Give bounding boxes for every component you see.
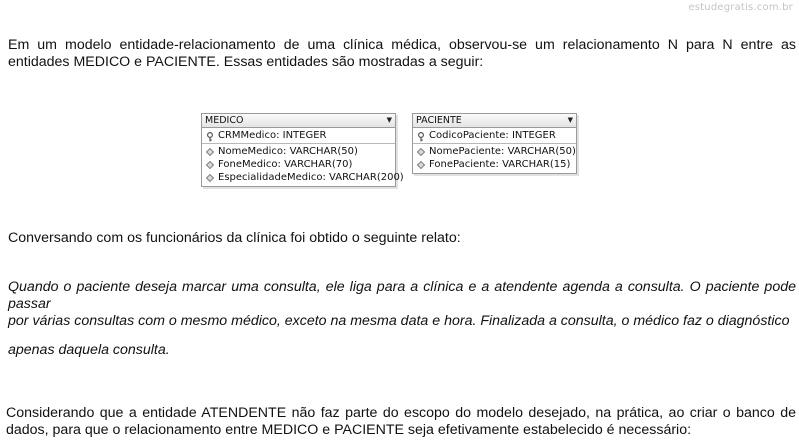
entity-field-label: FonePaciente: VARCHAR(15) — [429, 159, 571, 170]
entity-field — [202, 158, 395, 171]
question-paragraph: Considerando que a entidade ATENDENTE não faz parte do escopo do modelo desejado, na prática, ao criar o banco de dados, para que o relacionamento entre MEDICO e PACIENTE seja efetivamente estabelecido é necessário: — [6, 405, 796, 438]
entity-field-label: NomePaciente: VARCHAR(50) — [429, 146, 576, 157]
diamond-icon — [206, 174, 214, 182]
entity-field — [413, 145, 576, 158]
diamond-icon — [206, 148, 214, 156]
entity-paciente — [412, 113, 577, 174]
entity-field-label: CRMMedico: INTEGER — [218, 130, 327, 141]
diamond-icon — [206, 161, 214, 169]
entity-paciente-header — [413, 114, 576, 128]
dropdown-arrow-icon: ▼ — [386, 116, 392, 124]
entity-field — [202, 145, 395, 158]
diamond-icon — [417, 161, 425, 169]
entity-field — [413, 158, 576, 171]
entity-paciente-body — [413, 128, 576, 173]
diamond-icon — [417, 148, 425, 156]
key-icon — [417, 132, 425, 140]
conversation-paragraph: Conversando com os funcionários da clínica foi obtido o seguinte relato: — [8, 230, 461, 246]
entity-field-label: FoneMedico: VARCHAR(70) — [218, 159, 353, 170]
entity-divider — [202, 143, 395, 144]
entity-field — [202, 171, 404, 184]
watermark: estudegratis.com.br — [688, 2, 793, 13]
dropdown-arrow-icon: ▼ — [567, 116, 573, 124]
entity-divider — [413, 143, 576, 144]
key-icon — [206, 132, 214, 140]
entity-field-label: EspecialidadeMedico: VARCHAR(200) — [218, 172, 404, 183]
entity-field-label: CodicoPaciente: INTEGER — [429, 130, 556, 141]
intro-paragraph: Em um modelo entidade-relacionamento de uma clínica médica, observou-se um relacionamento N para N entre as entidades MEDICO e PACIENTE. Essas entidades são mostradas a seguir: — [8, 37, 796, 70]
entity-medico — [201, 113, 404, 187]
entity-field-key — [202, 129, 395, 142]
entity-medico-title: MEDICO — [205, 115, 244, 126]
entity-field-key — [413, 129, 576, 142]
quote-line-1: Quando o paciente deseja marcar uma consulta, ele liga para a clínica e a atendente agenda a consulta. O paciente pode passar — [8, 279, 796, 312]
entity-field-label: NomeMedico: VARCHAR(50) — [218, 146, 358, 157]
quote-line-2: por várias consultas com o mesmo médico, exceto na mesma data e hora. Finalizada a consulta, o médico faz o diagnóstico — [8, 313, 790, 329]
entity-paciente-title: PACIENTE — [416, 115, 462, 126]
quote-line-3: apenas daquela consulta. — [8, 342, 170, 358]
entity-medico-header — [202, 114, 395, 128]
entity-medico-body — [202, 128, 404, 186]
